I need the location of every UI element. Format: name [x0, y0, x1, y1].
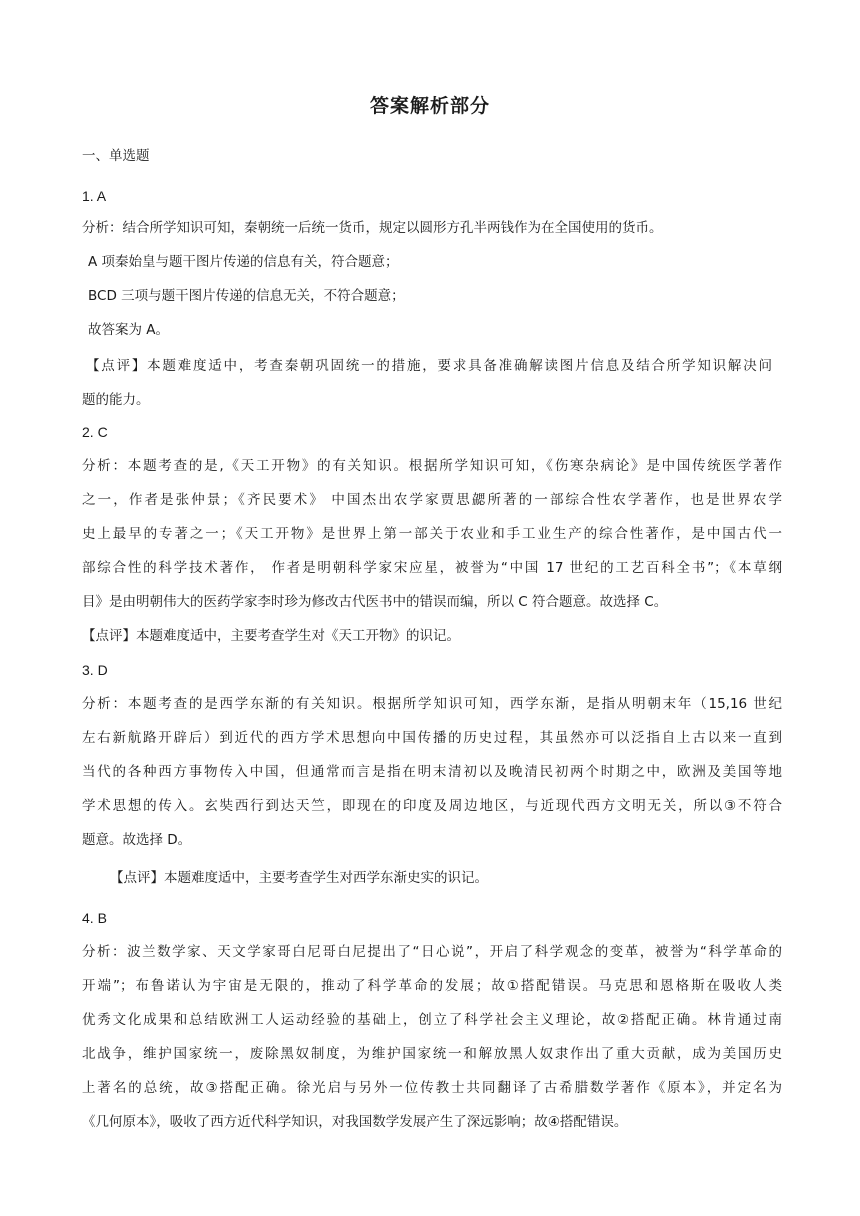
q4-analysis-line-5: 上著名的总统，故③搭配正确。徐光启与另外一位传教士共同翻译了古希腊数学著作《原本》，并定名为 — [82, 1080, 782, 1096]
q2-analysis-line-3: 史上最早的专著之一；《天工开物》是世界上第一部关于农业和手工业生产的综合性著作，是中国古代一 — [82, 526, 782, 542]
q1-analysis-line-3: BCD 三项与题干图片传递的信息无关，不符合题意； — [88, 288, 405, 304]
q4-analysis-line-1: 分析：波兰数学家、天文学家哥白尼哥白尼提出了“日心说”，开启了科学观念的变革，被誉为“科学革命的 — [82, 944, 782, 960]
q3-analysis-line-2: 左右新航路开辟后）到近代的西方学术思想向中国传播的历史过程，其虽然亦可以泛指自上古以来一直到 — [82, 730, 782, 746]
q4-analysis-line-4: 北战争，维护国家统一，废除黑奴制度，为维护国家统一和解放黑人奴隶作出了重大贡献，成为美国历史 — [82, 1046, 782, 1062]
q1-analysis-line-4: 故答案为 A。 — [88, 322, 170, 338]
q4-analysis-line-3: 优秀文化成果和总结欧洲工人运动经验的基础上，创立了科学社会主义理论，故②搭配正确。林肯通过南 — [82, 1012, 782, 1028]
q1-comment-line-2: 题的能力。 — [82, 392, 150, 408]
q4-analysis-line-2: 开端”；布鲁诺认为宇宙是无限的，推动了科学革命的发展；故①搭配错误。马克思和恩格斯在吸收人类 — [82, 978, 782, 994]
q2-comment: 【点评】本题难度适中，主要考查学生对《天工开物》的识记。 — [82, 628, 460, 644]
page-title: 答案解析部分 — [369, 95, 490, 117]
q4-analysis-line-6: 《几何原本》，吸收了西方近代科学知识，对我国数学发展产生了深远影响；故④搭配错误。 — [82, 1114, 628, 1130]
question-3-answer: 3. D — [82, 662, 108, 678]
q3-analysis-line-1: 分析：本题考查的是西学东渐的有关知识。根据所学知识可知，西学东渐，是指从明朝末年（15,16 世纪 — [82, 696, 782, 712]
question-2-answer: 2. C — [82, 424, 108, 440]
q1-analysis-line-2: A 项秦始皇与题干图片传递的信息有关，符合题意； — [88, 254, 399, 270]
question-1-answer: 1. A — [82, 188, 107, 204]
q1-comment-line-1: 【点评】本题难度适中，考查秦朝巩固统一的措施，要求具备准确解读图片信息及结合所学知识解决问 — [86, 358, 772, 374]
q3-analysis-line-3: 当代的各种西方事物传入中国，但通常而言是指在明末清初以及晚清民初两个时期之中，欧洲及美国等地 — [82, 764, 782, 780]
q1-analysis-line-1: 分析：结合所学知识可知，秦朝统一后统一货币，规定以圆形方孔半两钱作为在全国使用的货币。 — [82, 220, 663, 236]
q2-analysis-line-2: 之一，作者是张仲景；《齐民要术》 中国杰出农学家贾思勰所著的一部综合性农学著作，也是世界农学 — [82, 492, 782, 508]
section-heading: 一、单选题 — [82, 148, 150, 164]
q3-comment: 【点评】本题难度适中，主要考查学生对西学东渐史实的识记。 — [110, 870, 488, 886]
q2-analysis-line-4: 部综合性的科学技术著作， 作者是明朝科学家宋应星，被誉为“中国 17 世纪的工艺百科全书”；《本草纲 — [82, 560, 782, 576]
q3-analysis-line-4: 学术思想的传入。玄奘西行到达天竺，即现在的印度及周边地区，与近现代西方文明无关，所以③不符合 — [82, 798, 782, 814]
q2-analysis-line-5: 目》是由明朝伟大的医药学家李时珍为修改古代医书中的错误而编，所以 C 符合题意。故选择 C。 — [82, 594, 668, 610]
q3-analysis-line-5: 题意。故选择 D。 — [82, 832, 192, 848]
q2-analysis-line-1: 分析：本题考查的是,《天工开物》的有关知识。根据所学知识可知，《伤寒杂病论》是中国传统医学著作 — [82, 458, 782, 474]
question-4-answer: 4. B — [82, 910, 107, 926]
